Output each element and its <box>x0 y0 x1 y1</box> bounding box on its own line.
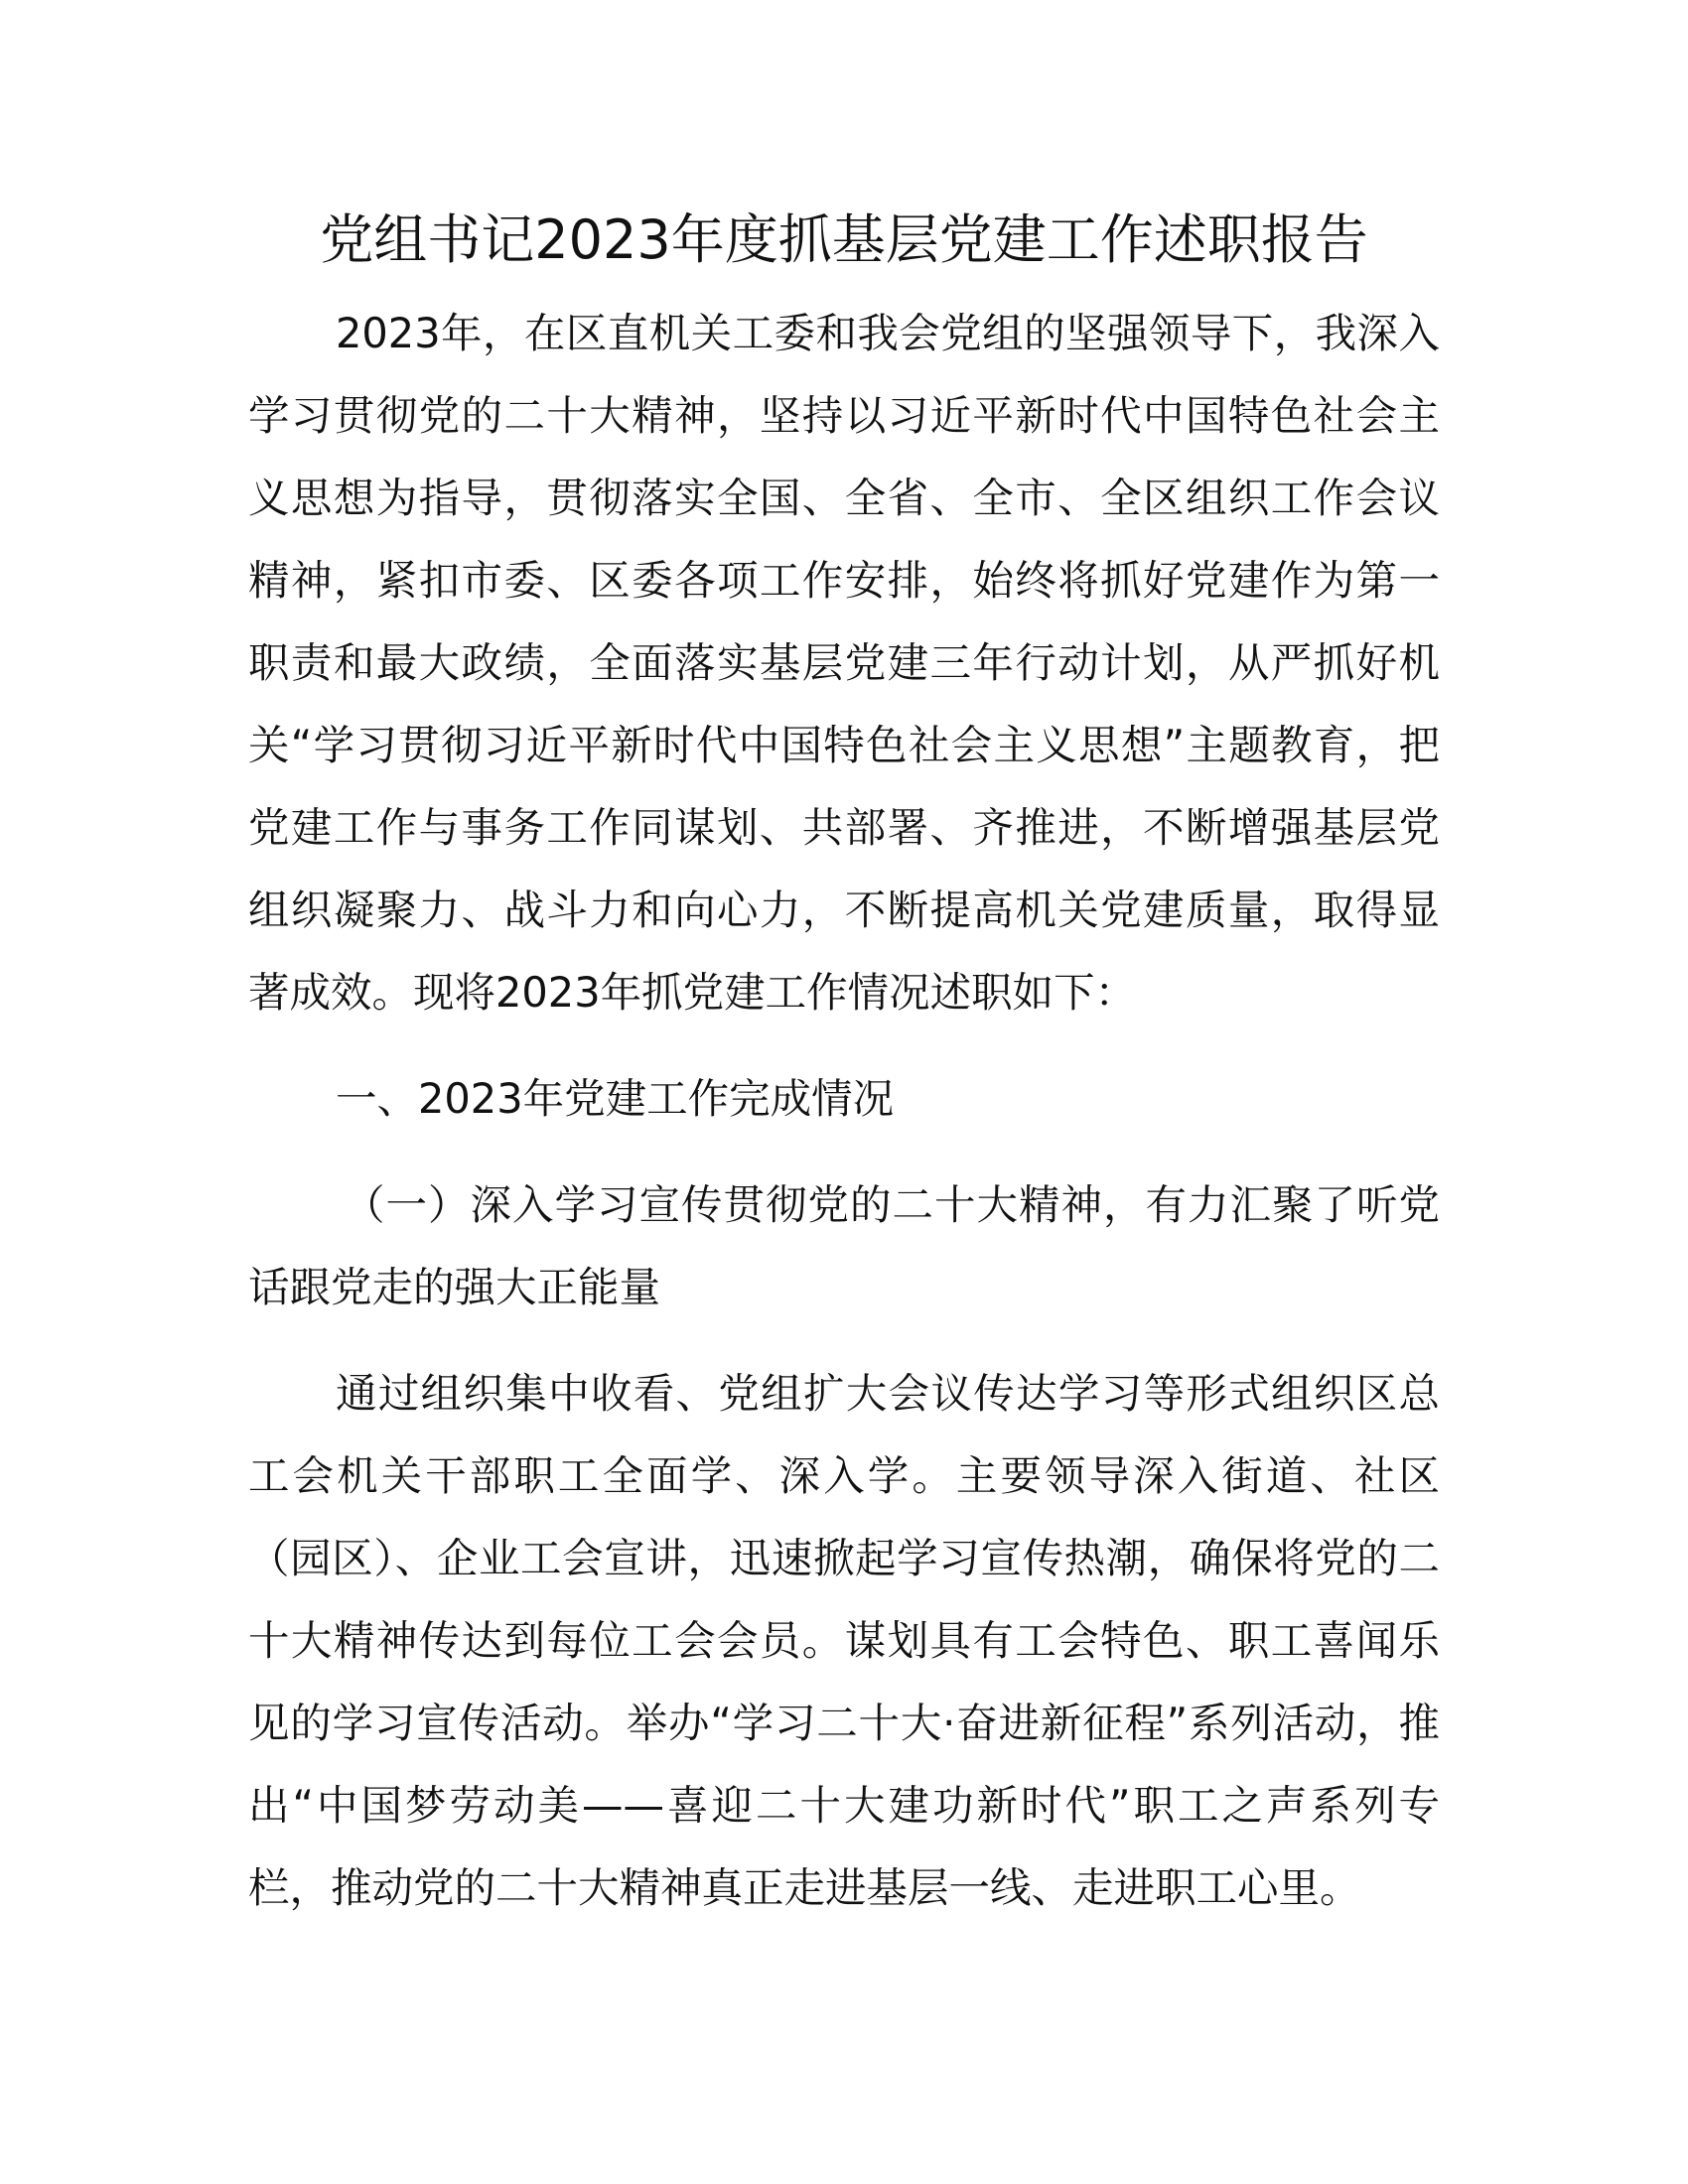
paragraph-gap <box>248 1033 1440 1057</box>
subsection-paragraph: 通过组织集中收看、党组扩大会议传达学习等形式组织区总工会机关干部职工全面学、深入学。主要领导深入街道、社区（园区）、企业工会宣讲，迅速掀起学习宣传热潮，确保将党的二十大精神传达到每位工会会员。谋划具有工会特色、职工喜闻乐见的学习宣传活动。举办“学习二十大·奋进新征程”系列活动，推出“中国梦劳动美——喜迎二十大建功新时代”职工之声系列专栏，推动党的二十大精神真正走进基层一线、走进职工心里。 <box>248 1369 1440 1912</box>
paragraph-gap <box>248 1328 1440 1352</box>
document-title: 党组书记2023年度抓基层党建工作述职报告 <box>320 208 1368 271</box>
subsection-heading: （一）深入学习宣传贯彻党的二十大精神，有力汇聚了听党话跟党走的强大正能量 <box>248 1180 1440 1311</box>
document-body <box>248 189 1440 1929</box>
paragraph-gap <box>248 1140 1440 1163</box>
intro-paragraph: 2023年，在区直机关工委和我会党组的坚强领导下，我深入学习贯彻党的二十大精神，坚持以习近平新时代中国特色社会主义思想为指导，贯彻落实全国、全省、全市、全区组织工作会议精神，紧扣市委、区委各项工作安排，始终将抓好党建作为第一职责和最大政绩，全面落实基层党建三年行动计划，从严抓好机关“学习贯彻习近平新时代中国特色社会主义思想”主题教育，把党建工作与事务工作同谋划、共部署、齐推进，不断增强基层党组织凝聚力、战斗力和向心力，不断提高机关党建质量，取得显著成效。现将2023年抓党建工作情况述职如下： <box>248 309 1440 1017</box>
section-heading: 一、2023年党建工作完成情况 <box>336 1074 895 1123</box>
